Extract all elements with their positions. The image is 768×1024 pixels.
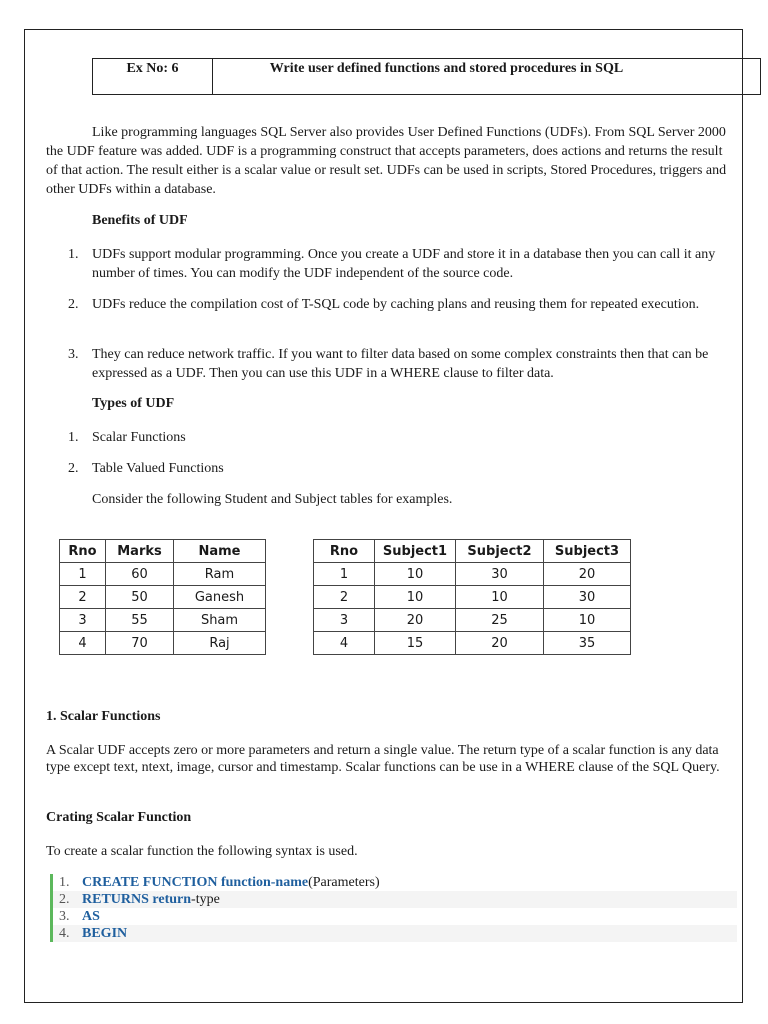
table-cell: 10: [544, 609, 631, 632]
types-heading: Types of UDF: [92, 396, 175, 411]
list-text: Scalar Functions: [92, 430, 186, 445]
table-row: [314, 563, 631, 586]
table-cell: Sham: [174, 609, 266, 632]
code-keyword: RETURNS return: [82, 892, 192, 907]
table-cell: 30: [544, 586, 631, 609]
subject-table: [313, 539, 631, 655]
table-cell: 20: [544, 563, 631, 586]
table-cell: 4: [314, 632, 375, 655]
table-cell: Ganesh: [174, 586, 266, 609]
table-cell: 10: [456, 586, 544, 609]
table-cell: 60: [106, 563, 174, 586]
table-row: [314, 586, 631, 609]
line-number: 3.: [59, 909, 70, 924]
table-row: [314, 632, 631, 655]
scalar-description: A Scalar UDF accepts zero or more parameters and return a single value. The return type of a scalar function is any data type except text, ntext, image, cursor and timestamp. Scalar functions can be use in a WHERE clause of the SQL Query.: [46, 743, 720, 775]
list-text: They can reduce network traffic. If you want to filter data based on some complex constraints then that can be expressed as a UDF. Then you can use this UDF in a WHERE clause to filter data.: [92, 347, 709, 381]
type-item: [68, 459, 733, 478]
table-cell: 10: [375, 563, 456, 586]
table-cell: 55: [106, 609, 174, 632]
exercise-header: [92, 58, 761, 95]
table-cell: 2: [60, 586, 106, 609]
line-number: 1.: [59, 875, 70, 890]
table-row: [60, 632, 266, 655]
list-text: UDFs reduce the compilation cost of T-SQL code by caching plans and reusing them for repeated execution.: [92, 297, 700, 312]
table-cell: 4: [60, 632, 106, 655]
column-header: Subject3: [544, 540, 631, 563]
table-cell: Raj: [174, 632, 266, 655]
list-number: 1.: [68, 247, 79, 262]
creating-scalar-heading: Crating Scalar Function: [46, 810, 192, 825]
line-number: 4.: [59, 926, 70, 941]
list-number: 2.: [68, 297, 79, 312]
code-keyword: CREATE FUNCTION function-name: [82, 875, 309, 890]
column-header: Rno: [60, 540, 106, 563]
table-row: [60, 563, 266, 586]
table-header-row: [60, 540, 266, 563]
student-table: [59, 539, 266, 655]
line-number: 2.: [59, 892, 70, 907]
table-row: [314, 609, 631, 632]
column-header: Subject2: [456, 540, 544, 563]
list-number: 1.: [68, 430, 79, 445]
scalar-functions-heading: 1. Scalar Functions: [46, 709, 161, 724]
code-line: [53, 908, 737, 925]
table-cell: 35: [544, 632, 631, 655]
benefits-heading: Benefits of UDF: [92, 213, 188, 228]
column-header: Name: [174, 540, 266, 563]
table-cell: 10: [375, 586, 456, 609]
column-header: Marks: [106, 540, 174, 563]
exercise-title: Write user defined functions and stored procedures in SQL: [269, 61, 624, 76]
syntax-intro: To create a scalar function the following syntax is used.: [46, 844, 358, 859]
table-cell: 50: [106, 586, 174, 609]
table-cell: 3: [314, 609, 375, 632]
code-text: (Parameters): [308, 875, 380, 890]
table-cell: 2: [314, 586, 375, 609]
code-line: [53, 891, 737, 908]
table-row: [60, 609, 266, 632]
code-line: [53, 874, 737, 891]
table-cell: Ram: [174, 563, 266, 586]
list-text: Table Valued Functions: [92, 461, 224, 476]
benefit-item: [68, 295, 733, 314]
table-cell: 20: [375, 609, 456, 632]
code-keyword: BEGIN: [82, 926, 128, 941]
table-cell: 25: [456, 609, 544, 632]
benefit-item: [68, 245, 733, 283]
intro-paragraph: Like programming languages SQL Server also provides User Defined Functions (UDFs). From SQL Server 2000 the UDF feature was added. UDF is a programming construct that accepts parameters, does actions and returns the result of that action. The result either is a scalar value or result set. UDFs can be used in scripts, Stored Procedures, triggers and other UDFs within a database.: [46, 125, 727, 197]
table-cell: 1: [314, 563, 375, 586]
table-cell: 3: [60, 609, 106, 632]
table-cell: 30: [456, 563, 544, 586]
exercise-number: Ex No: 6: [93, 59, 213, 94]
table-header-row: [314, 540, 631, 563]
table-row: [60, 586, 266, 609]
list-text: UDFs support modular programming. Once you create a UDF and store it in a database then you can call it any number of times. You can modify the UDF independent of the source code.: [92, 247, 716, 281]
code-block: [50, 874, 737, 942]
consider-text: Consider the following Student and Subject tables for examples.: [92, 492, 453, 507]
code-line: [53, 925, 737, 942]
table-cell: 15: [375, 632, 456, 655]
table-cell: 1: [60, 563, 106, 586]
list-number: 3.: [68, 347, 79, 362]
table-cell: 70: [106, 632, 174, 655]
column-header: Subject1: [375, 540, 456, 563]
type-item: [68, 428, 733, 447]
table-cell: 20: [456, 632, 544, 655]
benefit-item: [68, 345, 733, 383]
code-keyword: AS: [82, 909, 100, 924]
code-text: -type: [191, 892, 220, 907]
column-header: Rno: [314, 540, 375, 563]
list-number: 2.: [68, 461, 79, 476]
